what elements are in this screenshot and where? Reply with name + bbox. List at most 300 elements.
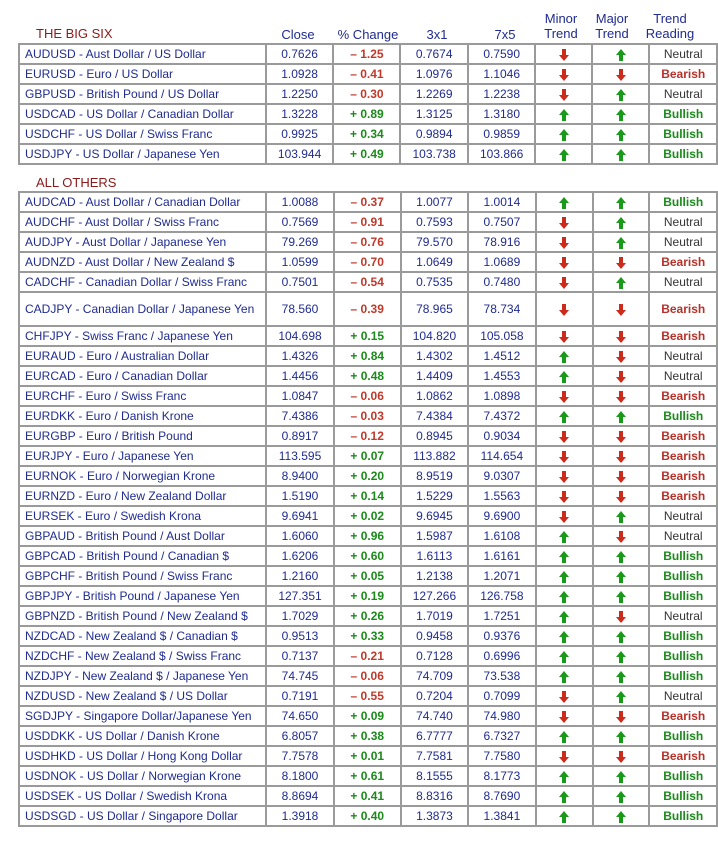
arrow-down-icon (559, 391, 569, 403)
arrow-down-icon (559, 217, 569, 229)
table-row (19, 426, 717, 446)
pair-name: SGDJPY - Singapore Dollar/Japanese Yen (19, 706, 266, 726)
value-3x1: 113.882 (401, 446, 468, 466)
value-3x1: 0.9894 (400, 124, 468, 144)
trend-reading-value: Bullish (649, 104, 717, 124)
arrow-down-icon (616, 331, 626, 343)
pair-name: EURCAD - Euro / Canadian Dollar (19, 366, 266, 386)
pair-name: NZDCAD - New Zealand $ / Canadian $ (19, 626, 266, 646)
table-row (19, 506, 717, 526)
close-value: 103.944 (266, 144, 334, 164)
value-3x1: 74.740 (401, 706, 468, 726)
pct-change-value: + 0.20 (334, 466, 401, 486)
arrow-up-icon (616, 631, 626, 643)
arrow-up-icon (559, 591, 569, 603)
header-minor-trend (533, 11, 589, 41)
arrow-up-icon (616, 411, 626, 423)
arrow-up-icon (559, 371, 569, 383)
table-row (19, 64, 717, 84)
value-7x5: 73.538 (468, 666, 535, 686)
pair-name: AUDCAD - Aust Dollar / Canadian Dollar (19, 192, 266, 212)
minor-trend-cell (536, 666, 593, 686)
value-3x1: 8.8316 (401, 786, 468, 806)
value-3x1: 0.7535 (401, 272, 468, 292)
pct-change-value: + 0.96 (334, 526, 401, 546)
minor-trend-cell (536, 686, 593, 706)
pct-change-value: – 0.41 (333, 64, 400, 84)
close-value: 0.9513 (266, 626, 333, 646)
table-row (19, 446, 717, 466)
close-value: 1.0088 (266, 192, 333, 212)
value-7x5: 8.1773 (468, 766, 535, 786)
all-others-title: ALL OTHERS (36, 175, 117, 190)
pct-change-value: + 0.84 (334, 346, 401, 366)
close-value: 1.6060 (266, 526, 333, 546)
major-trend-cell (593, 506, 650, 526)
table-row (19, 566, 717, 586)
major-trend-cell (592, 84, 649, 104)
pct-change-value: + 0.14 (334, 486, 401, 506)
value-7x5: 1.6108 (468, 526, 535, 546)
trend-reading-value: Neutral (649, 526, 717, 546)
close-value: 113.595 (266, 446, 333, 466)
trend-reading-value: Neutral (649, 506, 717, 526)
arrow-down-icon (559, 431, 569, 443)
trend-reading-value: Neutral (649, 346, 717, 366)
pct-change-value: + 0.01 (334, 746, 401, 766)
value-3x1: 1.0649 (401, 252, 468, 272)
arrow-down-icon (559, 511, 569, 523)
close-value: 1.6206 (266, 546, 333, 566)
trend-reading-value: Bearish (649, 386, 717, 406)
value-7x5: 0.9034 (468, 426, 535, 446)
arrow-up-icon (559, 129, 569, 141)
arrow-down-icon (616, 531, 626, 543)
pair-name: USDSGD - US Dollar / Singapore Dollar (19, 806, 266, 826)
major-trend-cell (593, 406, 650, 426)
header-trend-reading-line1: Trend (653, 11, 687, 26)
pct-change-value: – 0.39 (334, 292, 401, 326)
pct-change-value: – 0.76 (334, 232, 401, 252)
minor-trend-cell (536, 526, 593, 546)
value-3x1: 1.0077 (401, 192, 468, 212)
value-3x1: 1.2269 (400, 84, 468, 104)
major-trend-cell (593, 766, 650, 786)
major-trend-cell (593, 326, 650, 346)
value-3x1: 127.266 (401, 586, 468, 606)
arrow-down-icon (616, 257, 626, 269)
header-major-trend-line1: Major (595, 11, 629, 26)
close-value: 78.560 (266, 292, 333, 326)
arrow-down-icon (616, 431, 626, 443)
value-3x1: 0.8945 (401, 426, 468, 446)
table-row (19, 626, 717, 646)
close-value: 74.650 (266, 706, 333, 726)
table-row (19, 44, 717, 64)
minor-trend-cell (535, 144, 592, 164)
major-trend-cell (592, 124, 649, 144)
close-value: 8.1800 (266, 766, 333, 786)
arrow-down-icon (559, 69, 569, 81)
table-row (19, 526, 717, 546)
close-value: 1.0928 (266, 64, 334, 84)
value-3x1: 9.6945 (401, 506, 468, 526)
table-row (19, 252, 717, 272)
pair-name: CADCHF - Canadian Dollar / Swiss Franc (19, 272, 266, 292)
trend-reading-value: Bullish (649, 626, 717, 646)
header-3x1: 3x1 (426, 27, 448, 42)
big-six-table (18, 43, 718, 165)
major-trend-cell (592, 144, 649, 164)
trend-reading-value: Neutral (649, 366, 717, 386)
trend-reading-value: Bullish (649, 666, 717, 686)
value-3x1: 6.7777 (401, 726, 468, 746)
pct-change-value: – 0.54 (334, 272, 401, 292)
major-trend-cell (593, 252, 650, 272)
major-trend-cell (593, 232, 650, 252)
table-header (0, 0, 718, 42)
major-trend-cell (593, 646, 650, 666)
trend-reading-value: Neutral (649, 686, 717, 706)
arrow-up-icon (559, 551, 569, 563)
trend-reading-value: Bullish (649, 646, 717, 666)
pct-change-value: + 0.19 (334, 586, 401, 606)
minor-trend-cell (536, 272, 593, 292)
major-trend-cell (593, 586, 650, 606)
arrow-up-icon (559, 531, 569, 543)
arrow-down-icon (616, 611, 626, 623)
arrow-up-icon (559, 197, 569, 209)
table-row (19, 806, 717, 826)
trend-reading-value: Bullish (649, 786, 717, 806)
value-7x5: 78.734 (468, 292, 535, 326)
value-7x5: 8.7690 (468, 786, 535, 806)
value-7x5: 74.980 (468, 706, 535, 726)
minor-trend-cell (536, 606, 593, 626)
value-3x1: 7.4384 (401, 406, 468, 426)
pair-name: EURCHF - Euro / Swiss Franc (19, 386, 266, 406)
trend-reading-value: Neutral (649, 84, 717, 104)
pair-name: NZDUSD - New Zealand $ / US Dollar (19, 686, 266, 706)
minor-trend-cell (536, 252, 593, 272)
close-value: 104.698 (266, 326, 333, 346)
pct-change-value: + 0.05 (334, 566, 401, 586)
pct-change-value: + 0.48 (334, 366, 401, 386)
value-7x5: 1.4512 (468, 346, 535, 366)
value-3x1: 79.570 (401, 232, 468, 252)
arrow-down-icon (616, 371, 626, 383)
value-7x5: 6.7327 (468, 726, 535, 746)
value-7x5: 0.6996 (468, 646, 535, 666)
pair-name: AUDCHF - Aust Dollar / Swiss Franc (19, 212, 266, 232)
pair-name: GBPCAD - British Pound / Canadian $ (19, 546, 266, 566)
arrow-up-icon (616, 591, 626, 603)
value-7x5: 1.5563 (468, 486, 535, 506)
arrow-up-icon (559, 611, 569, 623)
table-row (19, 686, 717, 706)
pair-name: USDCHF - US Dollar / Swiss Franc (19, 124, 266, 144)
table-row (19, 232, 717, 252)
header-major-trend-line2: Trend (595, 26, 629, 41)
major-trend-cell (593, 666, 650, 686)
close-value: 0.7569 (266, 212, 333, 232)
minor-trend-cell (535, 104, 592, 124)
pair-name: GBPNZD - British Pound / New Zealand $ (19, 606, 266, 626)
pair-name: GBPAUD - British Pound / Aust Dollar (19, 526, 266, 546)
table-row (19, 486, 717, 506)
close-value: 6.8057 (266, 726, 333, 746)
minor-trend-cell (536, 566, 593, 586)
trend-reading-value: Bullish (649, 566, 717, 586)
pct-change-value: – 0.06 (334, 386, 401, 406)
arrow-down-icon (559, 277, 569, 289)
pair-name: NZDJPY - New Zealand $ / Japanese Yen (19, 666, 266, 686)
trend-reading-value: Neutral (649, 44, 717, 64)
minor-trend-cell (536, 486, 593, 506)
major-trend-cell (593, 486, 650, 506)
value-3x1: 1.6113 (401, 546, 468, 566)
major-trend-cell (593, 386, 650, 406)
pct-change-value: – 0.55 (334, 686, 401, 706)
arrow-up-icon (616, 277, 626, 289)
table-row (19, 586, 717, 606)
arrow-up-icon (559, 791, 569, 803)
major-trend-cell (593, 366, 650, 386)
arrow-up-icon (559, 771, 569, 783)
table-row (19, 766, 717, 786)
minor-trend-cell (536, 646, 593, 666)
pair-name: USDJPY - US Dollar / Japanese Yen (19, 144, 266, 164)
table-row (19, 706, 717, 726)
table-row (19, 84, 717, 104)
pct-change-value: + 0.41 (334, 786, 401, 806)
minor-trend-cell (535, 124, 592, 144)
arrow-down-icon (616, 391, 626, 403)
value-7x5: 1.3841 (468, 806, 535, 826)
close-value: 1.2160 (266, 566, 333, 586)
major-trend-cell (593, 292, 650, 326)
value-7x5: 7.7580 (468, 746, 535, 766)
minor-trend-cell (536, 766, 593, 786)
major-trend-cell (593, 546, 650, 566)
pct-change-value: – 0.30 (333, 84, 400, 104)
value-3x1: 0.7128 (401, 646, 468, 666)
major-trend-cell (593, 626, 650, 646)
pair-name: USDNOK - US Dollar / Norwegian Krone (19, 766, 266, 786)
table-row (19, 546, 717, 566)
value-3x1: 0.7674 (400, 44, 468, 64)
minor-trend-cell (536, 466, 593, 486)
pair-name: AUDJPY - Aust Dollar / Japanese Yen (19, 232, 266, 252)
arrow-up-icon (616, 129, 626, 141)
arrow-down-icon (559, 237, 569, 249)
pair-name: AUDNZD - Aust Dollar / New Zealand $ (19, 252, 266, 272)
major-trend-cell (593, 606, 650, 626)
trend-reading-value: Bullish (649, 192, 717, 212)
trend-reading-value: Bullish (649, 766, 717, 786)
arrow-down-icon (559, 751, 569, 763)
pair-name: EURDKK - Euro / Danish Krone (19, 406, 266, 426)
arrow-down-icon (559, 257, 569, 269)
pct-change-value: + 0.33 (334, 626, 401, 646)
value-7x5: 105.058 (468, 326, 535, 346)
minor-trend-cell (536, 326, 593, 346)
minor-trend-cell (536, 386, 593, 406)
major-trend-cell (593, 686, 650, 706)
close-value: 1.2250 (266, 84, 334, 104)
value-7x5: 1.2238 (468, 84, 536, 104)
pct-change-value: + 0.38 (334, 726, 401, 746)
arrow-down-icon (559, 691, 569, 703)
value-3x1: 0.7204 (401, 686, 468, 706)
pair-name: EURAUD - Euro / Australian Dollar (19, 346, 266, 366)
minor-trend-cell (536, 626, 593, 646)
table-row (19, 646, 717, 666)
arrow-up-icon (616, 149, 626, 161)
value-7x5: 1.0014 (468, 192, 535, 212)
value-7x5: 1.0898 (468, 386, 535, 406)
arrow-down-icon (616, 304, 626, 316)
value-3x1: 1.4409 (401, 366, 468, 386)
minor-trend-cell (536, 726, 593, 746)
pair-name: EURGBP - Euro / British Pound (19, 426, 266, 446)
major-trend-cell (593, 426, 650, 446)
header-major-trend (584, 11, 640, 41)
pct-change-value: – 0.21 (334, 646, 401, 666)
minor-trend-cell (536, 366, 593, 386)
minor-trend-cell (536, 232, 593, 252)
trend-reading-value: Bullish (649, 586, 717, 606)
table-row (19, 746, 717, 766)
minor-trend-cell (536, 586, 593, 606)
major-trend-cell (593, 526, 650, 546)
table-row (19, 786, 717, 806)
value-7x5: 7.4372 (468, 406, 535, 426)
value-3x1: 104.820 (401, 326, 468, 346)
value-7x5: 78.916 (468, 232, 535, 252)
close-value: 1.5190 (266, 486, 333, 506)
value-7x5: 1.1046 (468, 64, 536, 84)
value-3x1: 74.709 (401, 666, 468, 686)
arrow-up-icon (616, 671, 626, 683)
minor-trend-cell (535, 64, 592, 84)
value-3x1: 1.3873 (401, 806, 468, 826)
trend-reading-value: Neutral (649, 212, 717, 232)
minor-trend-cell (536, 746, 593, 766)
arrow-up-icon (616, 771, 626, 783)
value-3x1: 0.9458 (401, 626, 468, 646)
trend-reading-value: Bullish (649, 546, 717, 566)
table-row (19, 726, 717, 746)
arrow-up-icon (616, 651, 626, 663)
close-value: 1.4456 (266, 366, 333, 386)
arrow-up-icon (616, 217, 626, 229)
pair-name: GBPUSD - British Pound / US Dollar (19, 84, 266, 104)
arrow-up-icon (616, 511, 626, 523)
value-7x5: 114.654 (468, 446, 535, 466)
pair-name: CADJPY - Canadian Dollar / Japanese Yen (19, 292, 266, 326)
close-value: 1.0599 (266, 252, 333, 272)
value-7x5: 0.7590 (468, 44, 536, 64)
arrow-down-icon (616, 351, 626, 363)
close-value: 1.4326 (266, 346, 333, 366)
close-value: 7.4386 (266, 406, 333, 426)
minor-trend-cell (536, 506, 593, 526)
close-value: 1.3228 (266, 104, 334, 124)
close-value: 9.6941 (266, 506, 333, 526)
trend-reading-value: Bullish (649, 806, 717, 826)
arrow-down-icon (559, 89, 569, 101)
trend-reading-value: Neutral (649, 606, 717, 626)
minor-trend-cell (535, 84, 592, 104)
value-7x5: 0.7507 (468, 212, 535, 232)
all-others-table (18, 191, 718, 827)
pair-name: EURNOK - Euro / Norwegian Krone (19, 466, 266, 486)
value-7x5: 1.3180 (468, 104, 536, 124)
trend-reading-value: Bearish (649, 446, 717, 466)
value-7x5: 1.6161 (468, 546, 535, 566)
value-3x1: 78.965 (401, 292, 468, 326)
close-value: 1.0847 (266, 386, 333, 406)
arrow-up-icon (559, 731, 569, 743)
major-trend-cell (593, 806, 650, 826)
minor-trend-cell (536, 446, 593, 466)
close-value: 8.9400 (266, 466, 333, 486)
trend-reading-value: Bearish (649, 252, 717, 272)
pct-change-value: + 0.40 (334, 806, 401, 826)
arrow-down-icon (559, 711, 569, 723)
value-3x1: 1.5229 (401, 486, 468, 506)
trend-reading-value: Bullish (649, 144, 717, 164)
trend-reading-value: Bearish (649, 706, 717, 726)
pct-change-value: – 1.25 (333, 44, 400, 64)
pct-change-value: + 0.02 (334, 506, 401, 526)
minor-trend-cell (536, 406, 593, 426)
value-3x1: 8.1555 (401, 766, 468, 786)
trend-reading-value: Neutral (649, 272, 717, 292)
major-trend-cell (592, 44, 649, 64)
arrow-up-icon (559, 631, 569, 643)
minor-trend-cell (536, 706, 593, 726)
table-row (19, 466, 717, 486)
value-3x1: 1.4302 (401, 346, 468, 366)
header-7x5: 7x5 (494, 27, 516, 42)
value-7x5: 0.7480 (468, 272, 535, 292)
header-close: Close (281, 27, 315, 42)
major-trend-cell (593, 272, 650, 292)
close-value: 0.7626 (266, 44, 334, 64)
arrow-up-icon (616, 197, 626, 209)
minor-trend-cell (536, 426, 593, 446)
major-trend-cell (593, 746, 650, 766)
table-row (19, 346, 717, 366)
table-row (19, 606, 717, 626)
close-value: 0.7501 (266, 272, 333, 292)
header-pct-change: % Change (337, 27, 399, 42)
table-row (19, 292, 717, 326)
table-row (19, 386, 717, 406)
value-7x5: 1.2071 (468, 566, 535, 586)
pct-change-value: + 0.60 (334, 546, 401, 566)
value-3x1: 1.5987 (401, 526, 468, 546)
trend-reading-value: Bearish (649, 746, 717, 766)
value-3x1: 0.7593 (401, 212, 468, 232)
minor-trend-cell (536, 346, 593, 366)
trend-reading-value: Bearish (649, 486, 717, 506)
close-value: 0.7191 (266, 686, 333, 706)
table-row (19, 212, 717, 232)
arrow-up-icon (559, 351, 569, 363)
